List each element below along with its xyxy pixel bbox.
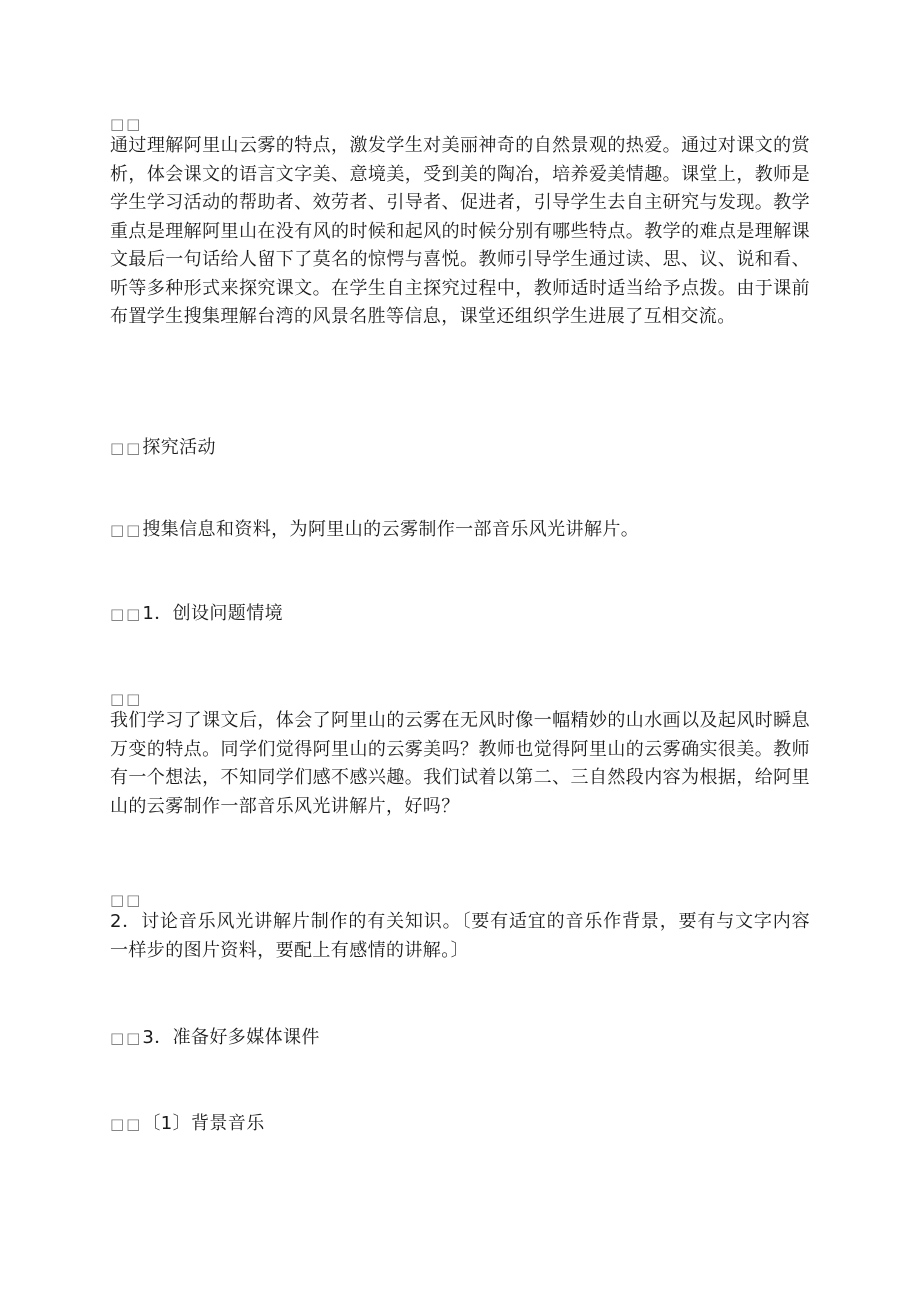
step3-heading-block <box>110 1024 810 1053</box>
paragraph-marker: □□ <box>110 115 143 133</box>
intro-block <box>110 110 810 332</box>
step1-heading: 1．创设问题情境 <box>142 603 284 624</box>
section-heading-block <box>110 434 810 463</box>
paragraph-marker: □□ <box>110 891 143 909</box>
heading-marker: □□ <box>110 439 143 457</box>
step3-marker: □□ <box>110 1029 143 1047</box>
step1-heading-block <box>110 600 810 629</box>
task-text: 搜集信息和资料，为阿里山的云雾制作一部音乐风光讲解片。 <box>142 519 640 540</box>
step3-sub1-text: 〔1〕背景音乐 <box>142 1113 265 1134</box>
intro-paragraph: 通过理解阿里山云雾的特点，激发学生对美丽神奇的自然景观的热爱。通过对课文的赏析，体会课文的语言文字美、意境美，受到美的陶冶，培养爱美情趣。课堂上，教师是学生学习活动的帮助者、效劳者、引导者、促进者，引导学生去自主研究与发现。教学重点是理解阿里山在没有风的时候和起风的时候分别有哪些特点。教学的难点是理解课文最后一句话给人留下了莫名的惊愕与喜悦。教师引导学生通过读、思、议、说和看、听等多种形式来探究课文。在学生自主探究过程中，教师适时适当给予点拨。由于课前布置学生搜集理解台湾的风景名胜等信息，课堂还组织学生进展了互相交流。 <box>110 135 810 327</box>
task-marker: □□ <box>110 521 143 539</box>
step2-paragraph: 2．讨论音乐风光讲解片制作的有关知识。〔要有适宜的音乐作背景，要有与文字内容一样步的图片资料，要配上有感情的讲解。〕 <box>110 911 810 961</box>
task-block <box>110 516 810 545</box>
paragraph-marker: □□ <box>110 690 143 708</box>
step1-paragraph: 我们学习了课文后，体会了阿里山的云雾在无风时像一幅精妙的山水画以及起风时瞬息万变的特点。同学们觉得阿里山的云雾美吗？教师也觉得阿里山的云雾确实很美。教师有一个想法，不知同学们感不感兴趣。我们试着以第二、三自然段内容为根据，给阿里山的云雾制作一部音乐风光讲解片，好吗？ <box>110 710 810 817</box>
step1-body-block <box>110 685 810 821</box>
step3-heading: 3．准备好多媒体课件 <box>142 1027 320 1048</box>
step3-sub1-marker: □□ <box>110 1115 143 1133</box>
step2-block <box>110 886 810 965</box>
section-heading: 探究活动 <box>142 437 216 458</box>
step3-sub1-block <box>110 1110 810 1139</box>
step1-marker: □□ <box>110 605 143 623</box>
